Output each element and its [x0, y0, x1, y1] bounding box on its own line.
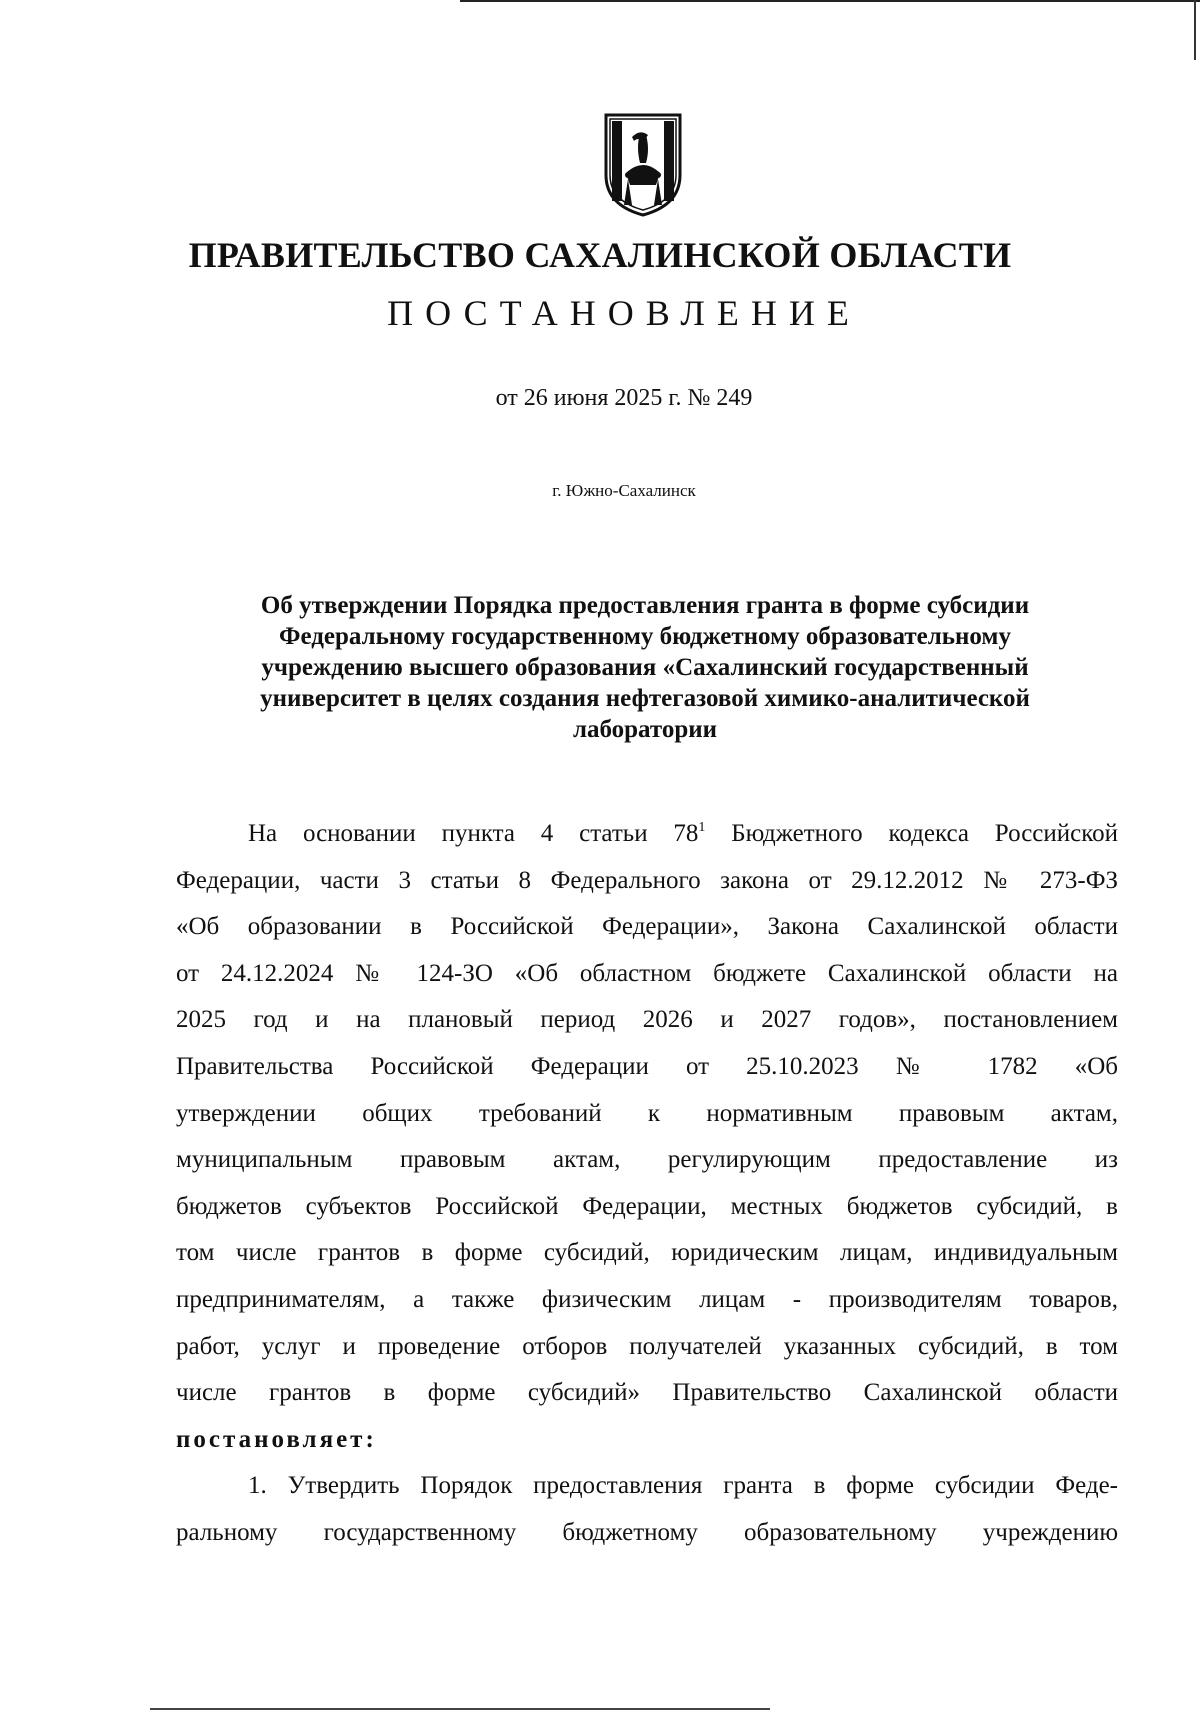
preamble-line: муниципальным правовым актам, регулирующим предоставление из — [176, 1146, 1118, 1174]
document-city: г. Южно-Сахалинск — [552, 481, 696, 500]
government-title: ПРАВИТЕЛЬСТВО САХАЛИНСКОЙ ОБЛАСТИ — [188, 235, 1012, 275]
article-superscript: 1 — [698, 820, 706, 835]
preamble-line: «Об образовании в Российской Федерации», Закона Сахалинской области — [176, 913, 1118, 941]
preamble-first-line: На основании пункта 4 статьи $78^1$ Бюджетного кодекса Российской — [248, 820, 1118, 847]
preamble-line: предпринимателям, а также физическим лицам - производителям товаров, — [176, 1285, 1118, 1313]
subject-line: учреждению высшего образования «Сахалинский государственный — [261, 654, 1029, 681]
preamble-line: от 24.12.2024 № 124-ЗО «Об областном бюджете Сахалинской области на — [176, 959, 1118, 987]
scan-right-edge — [1194, 0, 1196, 60]
preamble-line: 2025 год и на плановый период 2026 и 2027 годов», постановлением — [176, 1006, 1118, 1034]
coat-of-arms-icon — [600, 113, 686, 217]
document-type: ПОСТАНОВЛЕНИЕ — [387, 293, 861, 333]
document-date-number: от 26 июня 2025 г. № 249 — [495, 385, 753, 411]
preamble-line: работ, услуг и проведение отборов получателей указанных субсидий, в том — [176, 1332, 1118, 1360]
resolves-word: постановляет: — [176, 1425, 377, 1453]
preamble-line: бюджетов субъектов Российской Федерации, местных бюджетов субсидий, в — [176, 1192, 1118, 1220]
preamble-line: Правительства Российской Федерации от 25.10.2023 № 1782 «Об — [176, 1052, 1118, 1080]
scan-bottom-edge — [150, 1708, 770, 1710]
preamble-line: Федерации, части 3 статьи 8 Федерального закона от 29.12.2012 № 273-ФЗ — [176, 866, 1118, 894]
subject-line: лаборатории — [572, 716, 718, 743]
document-subject — [190, 590, 1100, 745]
subject-line: Федеральному государственному бюджетному образовательному — [279, 623, 1011, 650]
preamble-paragraph — [176, 811, 1118, 1557]
preamble-line: числе грантов в форме субсидий» Правительство Сахалинской области — [176, 1379, 1118, 1407]
subject-line: университет в целях создания нефтегазовой химико-аналитической — [260, 685, 1030, 712]
preamble-line: утверждении общих требований к нормативным правовым актам, — [176, 1099, 1118, 1127]
item-1-line: 1. Утвердить Порядок предоставления гранта в форме субсидии Феде- — [248, 1472, 1118, 1500]
scan-top-edge — [460, 0, 1200, 2]
subject-line: Об утверждении Порядка предоставления гранта в форме субсидии — [260, 592, 1030, 619]
item-1-line: ральному государственному бюджетному образовательному учреждению — [176, 1518, 1118, 1546]
preamble-line: том числе грантов в форме субсидий, юридическим лицам, индивидуальным — [176, 1239, 1118, 1267]
